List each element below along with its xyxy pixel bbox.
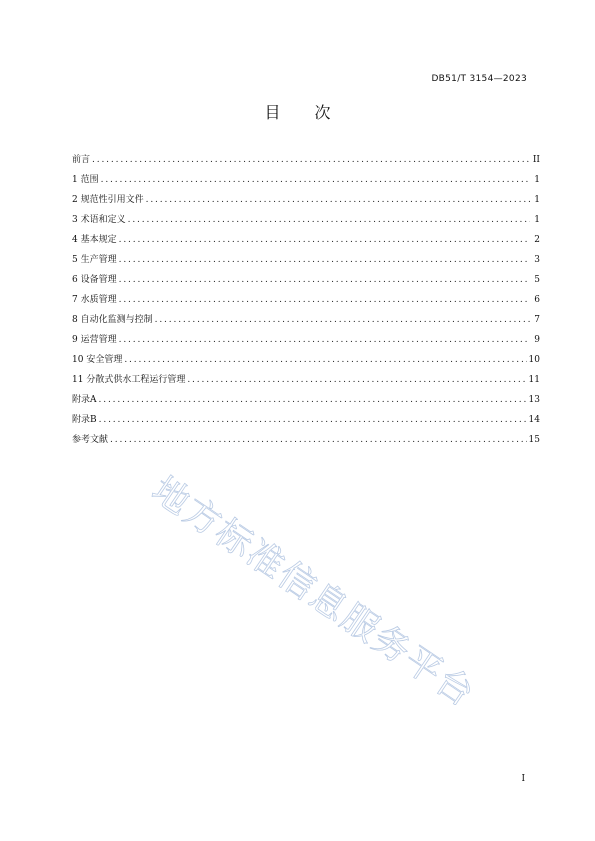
- toc-leader: [119, 273, 530, 287]
- toc-label: 参考文献: [72, 435, 109, 445]
- toc-page: 1: [534, 175, 540, 185]
- toc-label: 7 水质管理: [72, 295, 117, 305]
- toc-page: 13: [528, 395, 540, 405]
- toc-page: 3: [534, 255, 540, 265]
- toc-page: 9: [534, 335, 540, 345]
- toc-entry-foreword[interactable]: [72, 153, 540, 173]
- toc-page: 7: [534, 315, 540, 325]
- toc-entry-water-quality[interactable]: [72, 293, 540, 313]
- toc-entry-production-management[interactable]: [72, 253, 540, 273]
- toc-label: 附录A: [72, 395, 97, 405]
- toc-leader: [187, 373, 526, 387]
- toc-page: 15: [528, 435, 540, 445]
- toc-leader: [119, 253, 530, 267]
- toc-label: 前言: [72, 155, 91, 165]
- toc-entry-decentralized-supply[interactable]: [72, 373, 540, 393]
- toc-leader: [110, 433, 527, 447]
- toc-entry-bibliography[interactable]: [72, 433, 540, 453]
- toc-entry-automation[interactable]: [72, 313, 540, 333]
- toc-leader: [128, 213, 530, 227]
- toc-page: 6: [534, 295, 540, 305]
- toc-label: 附录B: [72, 415, 97, 425]
- toc-entry-appendix-a[interactable]: [72, 393, 540, 413]
- toc-label: 6 设备管理: [72, 275, 117, 285]
- toc-entry-equipment-management[interactable]: [72, 273, 540, 293]
- document-code: DB51/T 3154—2023: [431, 74, 527, 84]
- toc-leader: [99, 413, 527, 427]
- toc-leader: [119, 293, 530, 307]
- toc-leader: [119, 233, 530, 247]
- toc-label: 2 规范性引用文件: [72, 195, 144, 205]
- toc-label: 4 基本规定: [72, 235, 117, 245]
- page-number: I: [521, 774, 525, 784]
- toc-label: 10 安全管理: [72, 355, 123, 365]
- toc-leader: [99, 393, 527, 407]
- toc-entry-normative-references[interactable]: [72, 193, 540, 213]
- toc-entry-scope[interactable]: [72, 173, 540, 193]
- toc-page: 11: [528, 375, 540, 385]
- toc-page: II: [532, 155, 540, 165]
- toc-page: 2: [534, 235, 540, 245]
- toc-entry-basic-provisions[interactable]: [72, 233, 540, 253]
- toc-label: 11 分散式供水工程运行管理: [72, 375, 186, 385]
- toc-entry-terms[interactable]: [72, 213, 540, 233]
- toc-page: 14: [528, 415, 540, 425]
- toc-page: 1: [534, 195, 540, 205]
- toc-label: 1 范围: [72, 175, 99, 185]
- table-of-contents: [72, 153, 540, 453]
- toc-leader: [155, 313, 530, 327]
- toc-leader: [92, 153, 530, 167]
- toc-page: 1: [534, 215, 540, 225]
- toc-leader: [146, 193, 530, 207]
- toc-label: 5 生产管理: [72, 255, 117, 265]
- toc-page: 5: [534, 275, 540, 285]
- toc-label: 8 自动化监测与控制: [72, 315, 153, 325]
- toc-entry-operations[interactable]: [72, 333, 540, 353]
- page-title: 目次: [264, 103, 365, 122]
- toc-entry-safety[interactable]: [72, 353, 540, 373]
- watermark: 地方标准信息服务平台: [144, 469, 483, 716]
- toc-leader: [119, 333, 530, 347]
- toc-label: 3 术语和定义: [72, 215, 126, 225]
- toc-leader: [101, 173, 530, 187]
- toc-label: 9 运营管理: [72, 335, 117, 345]
- toc-page: 10: [528, 355, 540, 365]
- toc-entry-appendix-b[interactable]: [72, 413, 540, 433]
- toc-leader: [124, 353, 526, 367]
